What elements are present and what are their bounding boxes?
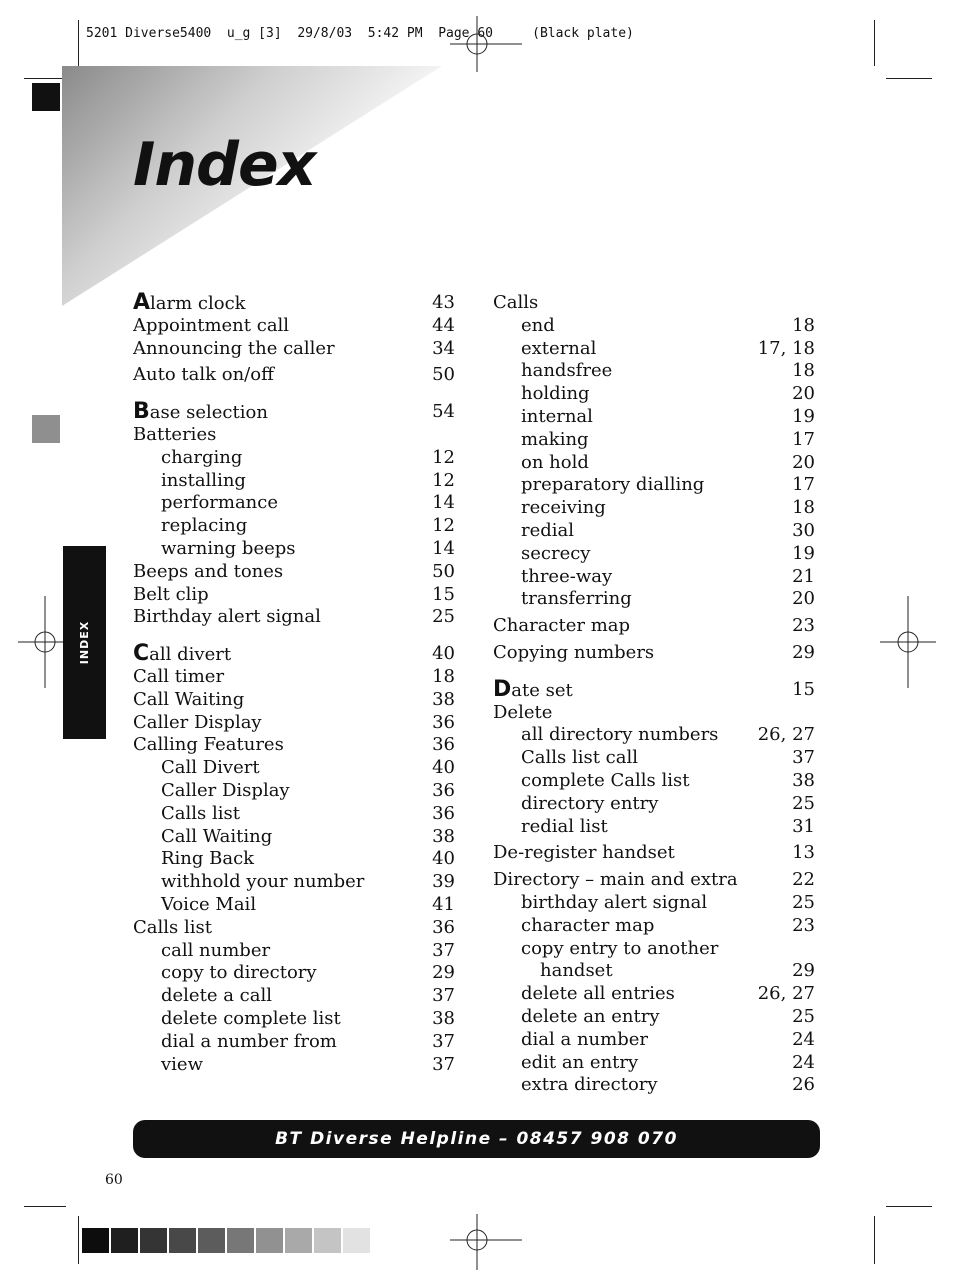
index-entry — [133, 401, 455, 424]
section-initial-letter: B — [133, 399, 150, 425]
index-term: redial list — [521, 815, 608, 837]
index-column-left — [133, 292, 455, 1076]
index-entry — [493, 1074, 815, 1097]
index-entry — [133, 871, 455, 894]
index-term: handset — [540, 960, 613, 982]
crop-mark — [78, 1216, 79, 1264]
colour-swatch — [227, 1228, 254, 1253]
index-entry — [133, 1054, 455, 1077]
index-entry — [133, 803, 455, 826]
index-entry — [493, 642, 815, 665]
index-entry — [493, 702, 815, 725]
index-entry — [133, 962, 455, 985]
colour-swatch — [169, 1228, 196, 1253]
index-page-ref: 34 — [432, 337, 455, 359]
index-page-ref: 21 — [792, 565, 815, 587]
index-term: Calls list call — [521, 747, 639, 769]
colour-swatch — [256, 1228, 283, 1253]
index-term: delete all entries — [521, 983, 675, 1005]
index-term: view — [161, 1053, 203, 1075]
index-term: Voice Mail — [161, 893, 257, 915]
index-term: complete Calls list — [521, 769, 690, 791]
registration-mark-icon — [450, 1214, 522, 1270]
index-entry — [133, 492, 455, 515]
index-entry — [133, 734, 455, 757]
index-column-right — [493, 292, 815, 1097]
index-entry — [133, 606, 455, 629]
colour-swatch — [343, 1228, 370, 1253]
index-entry — [493, 960, 815, 983]
index-term: withhold your number — [161, 871, 365, 893]
index-entry — [493, 770, 815, 793]
index-entry — [493, 1006, 815, 1029]
index-term: Base selection — [133, 399, 268, 425]
index-term: performance — [161, 492, 279, 514]
index-page-ref: 24 — [792, 1028, 815, 1050]
index-page-ref: 23 — [792, 914, 815, 936]
index-page-ref: 37 — [432, 939, 455, 961]
index-term: installing — [161, 469, 246, 491]
index-entry — [133, 538, 455, 561]
index-page-ref: 19 — [792, 405, 815, 427]
index-page-ref: 25 — [792, 1005, 815, 1027]
index-entry — [493, 892, 815, 915]
index-entry — [493, 915, 815, 938]
index-page-ref: 39 — [432, 871, 455, 893]
index-page-ref: 40 — [432, 643, 455, 665]
index-entry — [493, 1052, 815, 1075]
index-entry — [133, 292, 455, 315]
index-page-ref: 25 — [432, 606, 455, 628]
index-page-ref: 25 — [792, 891, 815, 913]
index-entry — [493, 676, 815, 702]
index-entry — [133, 780, 455, 803]
index-page-ref: 24 — [792, 1051, 815, 1073]
colour-swatch — [111, 1228, 138, 1253]
index-entry — [133, 561, 455, 584]
index-page-ref: 37 — [792, 747, 815, 769]
index-page-ref: 38 — [432, 688, 455, 710]
index-entry — [493, 406, 815, 429]
index-page-ref: 43 — [432, 292, 455, 313]
index-entry — [493, 497, 815, 520]
index-entry — [493, 588, 815, 611]
index-entry — [493, 452, 815, 475]
index-page-ref: 20 — [792, 451, 815, 473]
index-term: Call timer — [133, 665, 225, 687]
black-square-marker — [32, 83, 60, 111]
crop-mark — [24, 78, 66, 79]
index-page-ref: 36 — [432, 711, 455, 733]
index-page-ref: 29 — [432, 962, 455, 984]
index-entry — [493, 566, 815, 589]
colour-swatch — [140, 1228, 167, 1253]
section-initial-letter: A — [133, 290, 151, 315]
index-term: extra directory — [521, 1074, 658, 1096]
index-term: Call Waiting — [161, 825, 273, 847]
index-term: receiving — [521, 497, 606, 519]
page-number: 60 — [105, 1172, 123, 1188]
index-term: Batteries — [133, 423, 217, 445]
index-term: Belt clip — [133, 583, 209, 605]
index-page-ref: 23 — [792, 615, 815, 637]
index-term: redial — [521, 519, 575, 541]
index-term: internal — [521, 405, 593, 427]
index-entry — [493, 520, 815, 543]
index-entry — [493, 938, 815, 961]
index-entry — [133, 848, 455, 871]
index-entry — [133, 917, 455, 940]
index-term: end — [521, 314, 555, 336]
index-page-ref: 26 — [792, 1074, 815, 1096]
crop-mark — [874, 1216, 875, 1264]
index-page-ref: 17, 18 — [757, 337, 815, 359]
index-entry — [493, 338, 815, 361]
index-entry — [133, 364, 455, 387]
index-term: Call Divert — [161, 757, 260, 779]
registration-mark-icon — [880, 596, 936, 688]
index-page-ref: 19 — [792, 542, 815, 564]
index-page-ref: 17 — [792, 474, 815, 496]
colour-bar — [82, 1228, 372, 1253]
index-term: Directory – main and extra — [493, 869, 738, 891]
index-entry — [493, 869, 815, 892]
index-term: birthday alert signal — [521, 891, 708, 913]
index-term: Caller Display — [161, 779, 290, 801]
index-page-ref: 12 — [432, 446, 455, 468]
colour-swatch — [314, 1228, 341, 1253]
index-entry — [133, 447, 455, 470]
index-entry — [133, 894, 455, 917]
index-entry — [493, 383, 815, 406]
index-term: De-register handset — [493, 842, 675, 864]
index-page-ref: 36 — [432, 802, 455, 824]
index-entry — [133, 584, 455, 607]
index-entry — [493, 292, 815, 315]
index-page-ref: 18 — [792, 314, 815, 336]
index-term: Auto talk on/off — [133, 364, 274, 386]
index-page-ref: 20 — [792, 588, 815, 610]
index-term: Calls list — [161, 802, 240, 824]
index-page-ref: 38 — [432, 1007, 455, 1029]
colour-swatch — [285, 1228, 312, 1253]
index-entry — [133, 757, 455, 780]
index-entry — [133, 985, 455, 1008]
printer-slug: 5201 Diverse5400 u_g [3] 29/8/03 5:42 PM Page 60 (Black plate) — [86, 26, 634, 41]
index-term: Copying numbers — [493, 641, 655, 663]
index-term: transferring — [521, 588, 632, 610]
index-term: Caller Display — [133, 711, 262, 733]
index-entry — [133, 1008, 455, 1031]
index-page-ref: 17 — [792, 428, 815, 450]
index-entry — [133, 424, 455, 447]
crop-mark — [886, 1206, 932, 1207]
index-page-ref: 26, 27 — [757, 983, 815, 1005]
crop-mark — [886, 78, 932, 79]
index-page-ref: 12 — [432, 469, 455, 491]
index-term: external — [521, 337, 597, 359]
registration-mark-icon — [450, 16, 522, 72]
index-entry — [133, 940, 455, 963]
index-entry — [493, 747, 815, 770]
index-page-ref: 38 — [792, 769, 815, 791]
index-term: warning beeps — [161, 537, 296, 559]
helpline-banner — [133, 1120, 820, 1158]
index-page-ref: 18 — [792, 497, 815, 519]
index-term: Birthday alert signal — [133, 606, 321, 628]
index-entry — [493, 360, 815, 383]
index-entry — [493, 724, 815, 747]
crop-mark — [24, 1206, 66, 1207]
index-term: Calls — [493, 292, 539, 313]
crop-mark — [874, 20, 875, 66]
index-entry — [133, 689, 455, 712]
index-page-ref: 13 — [792, 842, 815, 864]
index-entry — [493, 842, 815, 865]
index-entry — [133, 712, 455, 735]
index-term: call number — [161, 939, 271, 961]
index-entry — [493, 615, 815, 638]
index-term: delete complete list — [161, 1007, 341, 1029]
index-term: Beeps and tones — [133, 560, 284, 582]
index-term: Character map — [493, 615, 631, 637]
index-entry — [493, 1029, 815, 1052]
index-entry — [493, 315, 815, 338]
index-page-ref: 30 — [792, 519, 815, 541]
index-entry — [133, 338, 455, 361]
index-term: preparatory dialling — [521, 474, 705, 496]
index-term: Calling Features — [133, 734, 284, 756]
index-term: Call divert — [133, 641, 232, 667]
index-term: on hold — [521, 451, 589, 473]
index-page-ref: 14 — [432, 537, 455, 559]
index-term: edit an entry — [521, 1051, 639, 1073]
index-page-ref: 29 — [792, 960, 815, 982]
index-term: delete a call — [161, 985, 272, 1007]
index-term: dial a number from — [161, 1030, 337, 1052]
colour-swatch — [198, 1228, 225, 1253]
index-entry — [133, 826, 455, 849]
index-page-ref: 18 — [792, 360, 815, 382]
index-term: secrecy — [521, 542, 591, 564]
index-term: Alarm clock — [133, 290, 246, 315]
index-term: Appointment call — [133, 314, 290, 336]
index-term: Announcing the caller — [133, 337, 335, 359]
index-entry — [133, 666, 455, 689]
index-page-ref: 18 — [432, 665, 455, 687]
index-page-ref: 40 — [432, 757, 455, 779]
colour-swatch — [82, 1228, 109, 1253]
index-entry — [493, 793, 815, 816]
side-tab-label: INDEX — [78, 620, 91, 665]
page-title: Index — [133, 130, 316, 200]
helpline-text: BT Diverse Helpline – 08457 908 070 — [275, 1129, 678, 1149]
index-entry — [493, 983, 815, 1006]
index-entry — [133, 470, 455, 493]
index-term: Call Waiting — [133, 688, 245, 710]
grey-square-marker — [32, 415, 60, 443]
index-entry — [133, 1031, 455, 1054]
index-term: replacing — [161, 515, 248, 537]
index-entry — [493, 474, 815, 497]
index-term: charging — [161, 446, 243, 468]
index-page-ref: 20 — [792, 383, 815, 405]
section-initial-letter: D — [493, 676, 512, 702]
index-page-ref: 31 — [792, 815, 815, 837]
index-term: delete an entry — [521, 1005, 660, 1027]
index-term: making — [521, 428, 589, 450]
index-page-ref: 22 — [792, 869, 815, 891]
index-term: three-way — [521, 565, 613, 587]
index-entry — [133, 315, 455, 338]
index-page-ref: 37 — [432, 1053, 455, 1075]
index-term: Calls list — [133, 916, 212, 938]
index-term: holding — [521, 383, 590, 405]
index-page-ref: 37 — [432, 985, 455, 1007]
index-entry — [133, 515, 455, 538]
index-page-ref: 54 — [432, 401, 455, 423]
index-entry — [493, 543, 815, 566]
index-page-ref: 37 — [432, 1030, 455, 1052]
index-entry — [133, 643, 455, 666]
index-entry — [493, 429, 815, 452]
index-term: dial a number — [521, 1028, 648, 1050]
index-page-ref: 29 — [792, 641, 815, 663]
index-page-ref: 12 — [432, 515, 455, 537]
crop-mark — [78, 20, 79, 66]
index-term: copy to directory — [161, 962, 317, 984]
index-page-ref: 36 — [432, 779, 455, 801]
index-page-ref: 14 — [432, 492, 455, 514]
index-page-ref: 26, 27 — [757, 724, 815, 746]
index-page-ref: 25 — [792, 792, 815, 814]
index-term: handsfree — [521, 360, 613, 382]
index-page-ref: 15 — [432, 583, 455, 605]
section-side-tab — [63, 546, 106, 739]
index-term: all directory numbers — [521, 724, 719, 746]
index-term: Date set — [493, 676, 573, 702]
index-page-ref: 36 — [432, 916, 455, 938]
index-page-ref: 50 — [432, 364, 455, 386]
index-term: copy entry to another — [521, 937, 719, 959]
index-entry — [493, 816, 815, 839]
index-page-ref: 40 — [432, 848, 455, 870]
section-initial-letter: C — [133, 641, 150, 667]
index-page-ref: 44 — [432, 314, 455, 336]
index-page-ref: 41 — [432, 893, 455, 915]
index-page-ref: 15 — [792, 678, 815, 700]
index-page-ref: 38 — [432, 825, 455, 847]
index-page-ref: 36 — [432, 734, 455, 756]
index-term: Delete — [493, 701, 553, 723]
index-term: Ring Back — [161, 848, 255, 870]
index-page-ref: 50 — [432, 560, 455, 582]
index-term: character map — [521, 914, 655, 936]
index-term: directory entry — [521, 792, 659, 814]
